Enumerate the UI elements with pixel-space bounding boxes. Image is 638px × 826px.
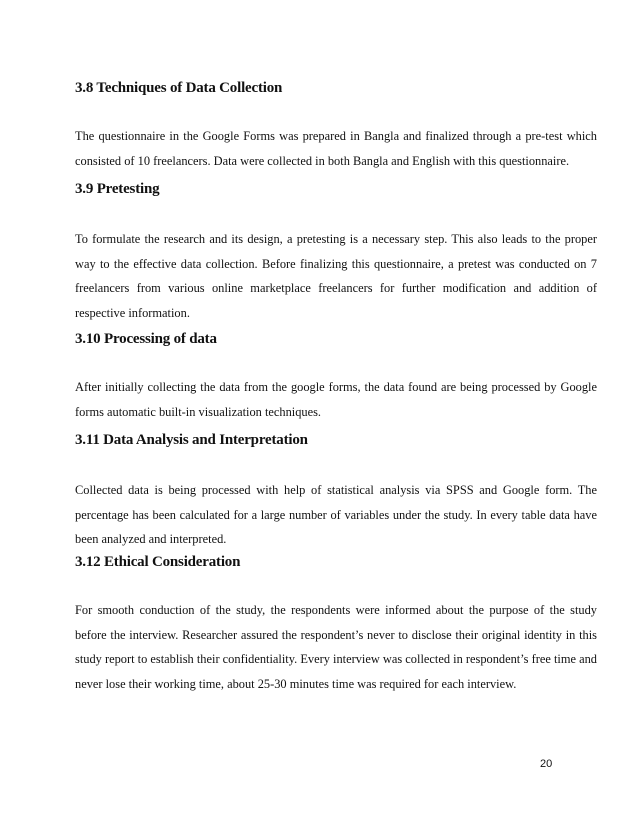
section-paragraph: For smooth conduction of the study, the respondents were informed about the purpose of the study before the interview. Researcher assured the respondent’s never to disclose their original identity in this study report to establish their confidentiality. Every interview was collected in respondent’s free time and never lose their working time, about 25-30 minutes time was required for each interview. <box>75 603 597 691</box>
section-paragraph: After initially collecting the data from the google forms, the data found are being processed by Google forms automatic built-in visualization techniques. <box>75 380 597 419</box>
section-heading: 3.11 Data Analysis and Interpretation <box>75 432 308 448</box>
section-3-10 <box>75 330 597 424</box>
section-paragraph: Collected data is being processed with help of statistical analysis via SPSS and Google form. The percentage has been calculated for a large number of variables under the study. In every table data have been analyzed and interpreted. <box>75 483 597 546</box>
section-3-9 <box>75 180 597 325</box>
section-3-8 <box>75 79 597 173</box>
section-heading: 3.12 Ethical Consideration <box>75 554 241 570</box>
section-heading: 3.8 Techniques of Data Collection <box>75 80 283 96</box>
section-3-12 <box>75 553 597 696</box>
section-heading: 3.10 Processing of data <box>75 331 217 347</box>
section-heading: 3.9 Pretesting <box>75 181 160 197</box>
section-3-11 <box>75 431 597 552</box>
page-number: 20 <box>540 758 553 770</box>
section-paragraph: The questionnaire in the Google Forms was prepared in Bangla and finalized through a pre-test which consisted of 10 freelancers. Data were collected in both Bangla and English with this questionnaire. <box>75 129 597 168</box>
section-paragraph: To formulate the research and its design, a pretesting is a necessary step. This also leads to the proper way to the effective data collection. Before finalizing this questionnaire, a pretest was conducted on 7 freelancers from various online marketplace freelancers for further modification and addition of respective information. <box>75 232 597 320</box>
